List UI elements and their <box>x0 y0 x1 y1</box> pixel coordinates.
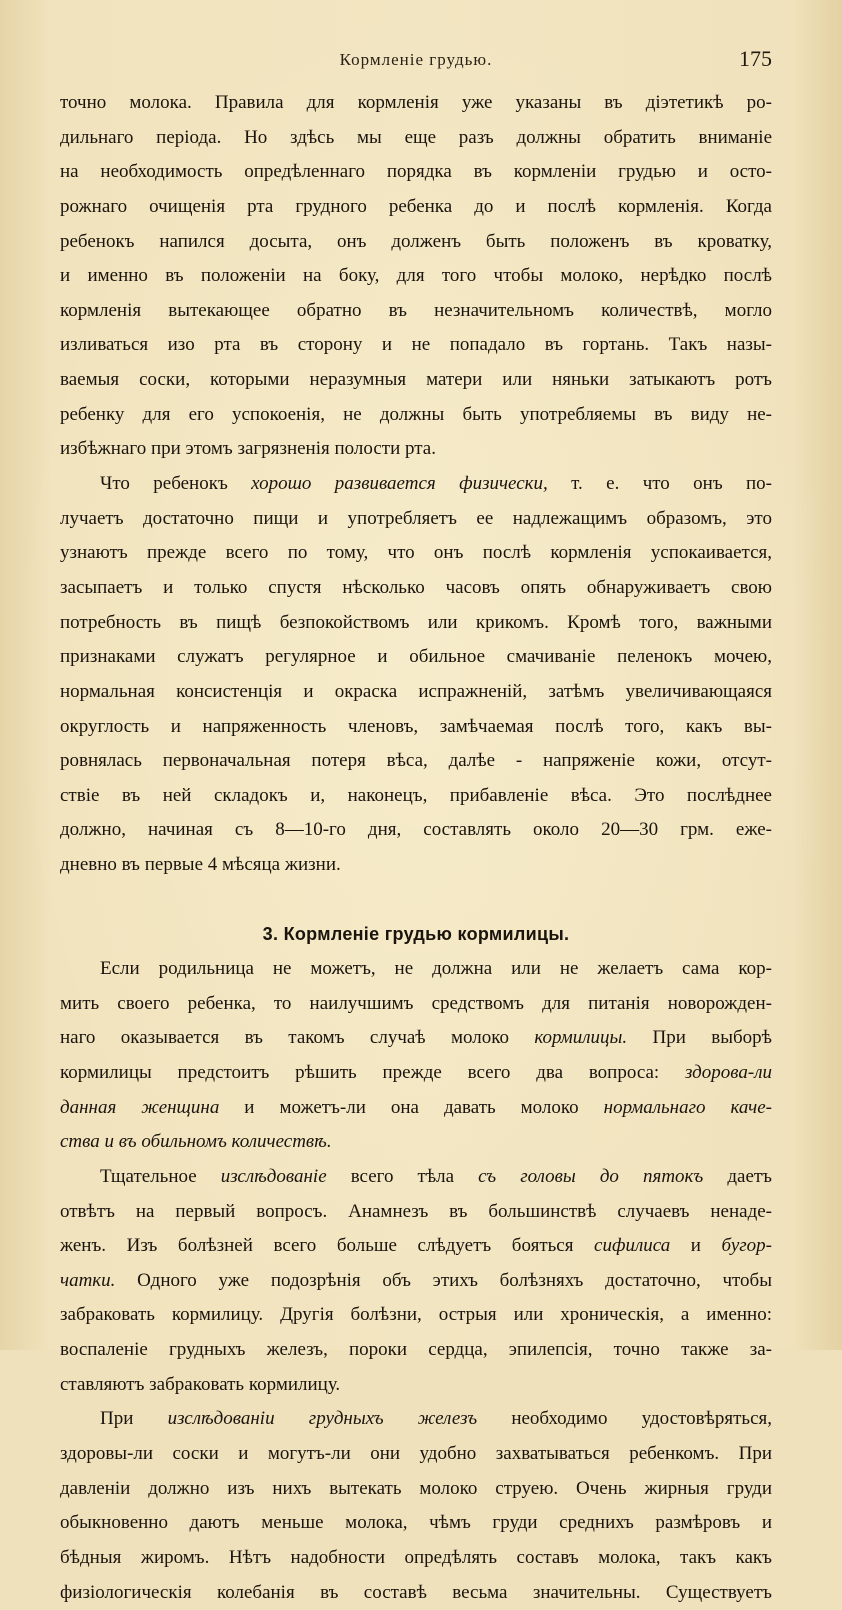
text-segment: должно, начиная съ 8—10-го дня, составлять около 20—30 грм. еже- <box>60 819 772 841</box>
text-line <box>60 432 772 467</box>
text-line <box>60 502 772 537</box>
text-segment: здоровы-ли соски и могутъ-ли они удобно захватываться ребенкомъ. При <box>60 1442 772 1464</box>
text-line <box>60 1091 772 1126</box>
text-segment: При выборѣ <box>627 1027 772 1049</box>
text-segment: нормальная консистенція и окраска испражненій, затѣмъ увеличивающаяся <box>60 680 772 702</box>
text-segment: дильнаго періода. Но здѣсь мы еще разъ должны обратить вниманіе <box>60 126 772 148</box>
text-segment: необходимо удостовѣряться, <box>477 1408 772 1430</box>
text-segment: ставляютъ забраковать кормилицу. <box>60 1373 341 1395</box>
text-line <box>60 1298 772 1333</box>
text-line <box>60 398 772 433</box>
text-line <box>60 155 772 190</box>
italic-text: хорошо развивается физически, <box>251 473 548 495</box>
text-segment: потребность въ пищѣ безпокойствомъ или крикомъ. Кромѣ того, важными <box>60 611 772 633</box>
text-line <box>60 571 772 606</box>
italic-text: данная женщина <box>60 1096 220 1118</box>
running-head <box>60 46 772 74</box>
text-segment: всего тѣла <box>326 1165 479 1187</box>
text-line <box>60 1541 772 1576</box>
text-line <box>60 1506 772 1541</box>
text-line <box>60 190 772 225</box>
italic-text: ства и въ обильномъ количествѣ. <box>60 1131 332 1153</box>
text-segment: физіологическія колебанія въ составѣ весьма значительны. Существуетъ <box>60 1581 772 1603</box>
text-line <box>60 675 772 710</box>
italic-text: изслѣдованіи грудныхъ железъ <box>167 1408 478 1430</box>
text-line <box>60 1333 772 1368</box>
text-line <box>60 1437 772 1472</box>
text-segment: даетъ <box>703 1165 772 1187</box>
text-segment: рожнаго очищенія рта грудного ребенка до и послѣ кормленія. Когда <box>60 195 772 217</box>
text-segment: бѣдныя жиромъ. Нѣтъ надобности опредѣлять составъ молока, такъ какъ <box>60 1546 772 1568</box>
italic-text: нормальнаго каче- <box>603 1096 772 1118</box>
text-segment: точно молока. Правила для кормленія уже указаны въ діэтетикѣ ро- <box>60 92 772 113</box>
text-line <box>60 294 772 329</box>
text-segment: ребенку для его успокоенія, не должны быть употребляемы въ виду не- <box>60 403 772 425</box>
text-line <box>60 1229 772 1264</box>
text-line <box>60 328 772 363</box>
text-segment: и можетъ-ли она давать молоко <box>219 1096 604 1118</box>
text-line <box>60 640 772 675</box>
italic-text: кормилицы. <box>534 1027 628 1049</box>
text-segment: и <box>670 1235 722 1257</box>
text-segment: ребенокъ напился досыта, онъ долженъ быть положенъ въ кроватку, <box>60 230 772 252</box>
page-number: 175 <box>739 46 772 71</box>
text-line <box>60 259 772 294</box>
text-segment: мить своего ребенка, то наилучшимъ средствомъ для питанія новорожден- <box>60 992 772 1014</box>
text-line <box>60 121 772 156</box>
text-line <box>60 86 772 121</box>
text-segment: на необходимость опредѣленнаго порядка въ кормленіи грудью и осто- <box>60 161 772 183</box>
text-segment: Если родильница не можетъ, не должна или не желаетъ сама кор- <box>100 958 772 980</box>
text-line <box>60 1368 772 1403</box>
text-line <box>60 1160 772 1195</box>
text-line <box>60 225 772 260</box>
text-segment: и именно въ положеніи на боку, для того чтобы молоко, нерѣдко послѣ <box>60 265 772 287</box>
text-segment: т. е. что онъ по- <box>547 473 772 495</box>
text-segment: ваемыя соски, которыми неразумныя матери или няньки затыкаютъ ротъ <box>60 369 772 391</box>
text-segment: ствіе въ ней складокъ и, наконецъ, прибавленіе вѣса. Это послѣднее <box>60 784 772 806</box>
blank-line <box>60 883 772 918</box>
text-line <box>60 363 772 398</box>
text-segment: изливаться изо рта въ сторону и не попадало въ гортань. Такъ назы- <box>60 334 772 356</box>
text-segment: Одного уже подозрѣнія объ этихъ болѣзняхъ достаточно, чтобы <box>115 1269 772 1291</box>
text-line <box>60 1576 772 1610</box>
italic-text: чатки. <box>60 1269 116 1291</box>
italic-text: сифилиса <box>594 1235 671 1257</box>
text-segment: При <box>100 1408 168 1430</box>
text-segment: ровнялась первоначальная потеря вѣса, далѣе - напряженіе кожи, отсут- <box>60 750 772 772</box>
italic-text: съ головы до пятокъ <box>478 1165 704 1187</box>
text-line <box>60 1402 772 1437</box>
text-line <box>60 952 772 987</box>
italic-text: бугор- <box>721 1235 772 1257</box>
text-segment: отвѣтъ на первый вопросъ. Анамнезъ въ большинствѣ случаевъ ненаде- <box>60 1200 772 1222</box>
text-line <box>60 606 772 641</box>
text-segment: обыкновенно даютъ меньше молока, чѣмъ груди среднихъ размѣровъ и <box>60 1512 772 1534</box>
text-segment: признаками служатъ регулярное и обильное смачиваніе пеленокъ мочею, <box>60 646 772 668</box>
text-segment: кормилицы предстоитъ рѣшить прежде всего два вопроса: <box>60 1061 685 1083</box>
text-segment: воспаленіе грудныхъ железъ, пороки сердца, эпилепсія, точно также за- <box>60 1339 772 1361</box>
text-segment: округлость и напряженность членовъ, замѣчаемая послѣ того, какъ вы- <box>60 715 772 737</box>
running-title: Кормленіе грудью. <box>339 50 493 69</box>
text-line <box>60 1264 772 1299</box>
text-segment: забраковать кормилицу. Другія болѣзни, острыя или хроническія, а именно: <box>60 1304 772 1326</box>
text-segment: дневно въ первые 4 мѣсяца жизни. <box>60 854 341 876</box>
text-line <box>60 848 772 883</box>
text-line <box>60 1021 772 1056</box>
text-segment: Что ребенокъ <box>100 473 252 495</box>
text-segment: давленіи должно изъ нихъ вытекать молоко струею. Очень жирныя груди <box>60 1477 772 1499</box>
text-segment: 3. Кормленіе грудью кормилицы. <box>262 924 570 945</box>
text-segment: засыпаетъ и только спустя нѣсколько часовъ опять обнаруживаетъ свою <box>60 576 772 598</box>
text-segment: узнаютъ прежде всего по тому, что онъ послѣ кормленія успокаивается, <box>60 542 772 564</box>
text-line <box>60 710 772 745</box>
text-segment: наго оказывается въ такомъ случаѣ молоко <box>60 1027 535 1049</box>
text-segment: Тщательное <box>100 1165 221 1187</box>
text-line <box>60 536 772 571</box>
italic-text: изслѣдованіе <box>220 1165 327 1187</box>
text-segment: кормленія вытекающее обратно въ незначительномъ количествѣ, могло <box>60 299 772 321</box>
body-text <box>60 86 772 1610</box>
text-segment: избѣжнаго при этомъ загрязненія полости рта. <box>60 438 436 460</box>
text-line <box>60 987 772 1022</box>
text-segment: женъ. Изъ болѣзней всего больше слѣдуетъ бояться <box>60 1235 595 1257</box>
text-line <box>60 1056 772 1091</box>
text-line <box>60 779 772 814</box>
italic-text: здорова-ли <box>684 1061 772 1083</box>
text-line <box>60 744 772 779</box>
text-line <box>60 467 772 502</box>
text-line <box>60 1195 772 1230</box>
text-line <box>60 1472 772 1507</box>
text-segment: лучаетъ достаточно пищи и употребляетъ ее надлежащимъ образомъ, это <box>60 507 772 529</box>
section-heading <box>60 917 772 952</box>
text-line <box>60 1125 772 1160</box>
text-line <box>60 813 772 848</box>
